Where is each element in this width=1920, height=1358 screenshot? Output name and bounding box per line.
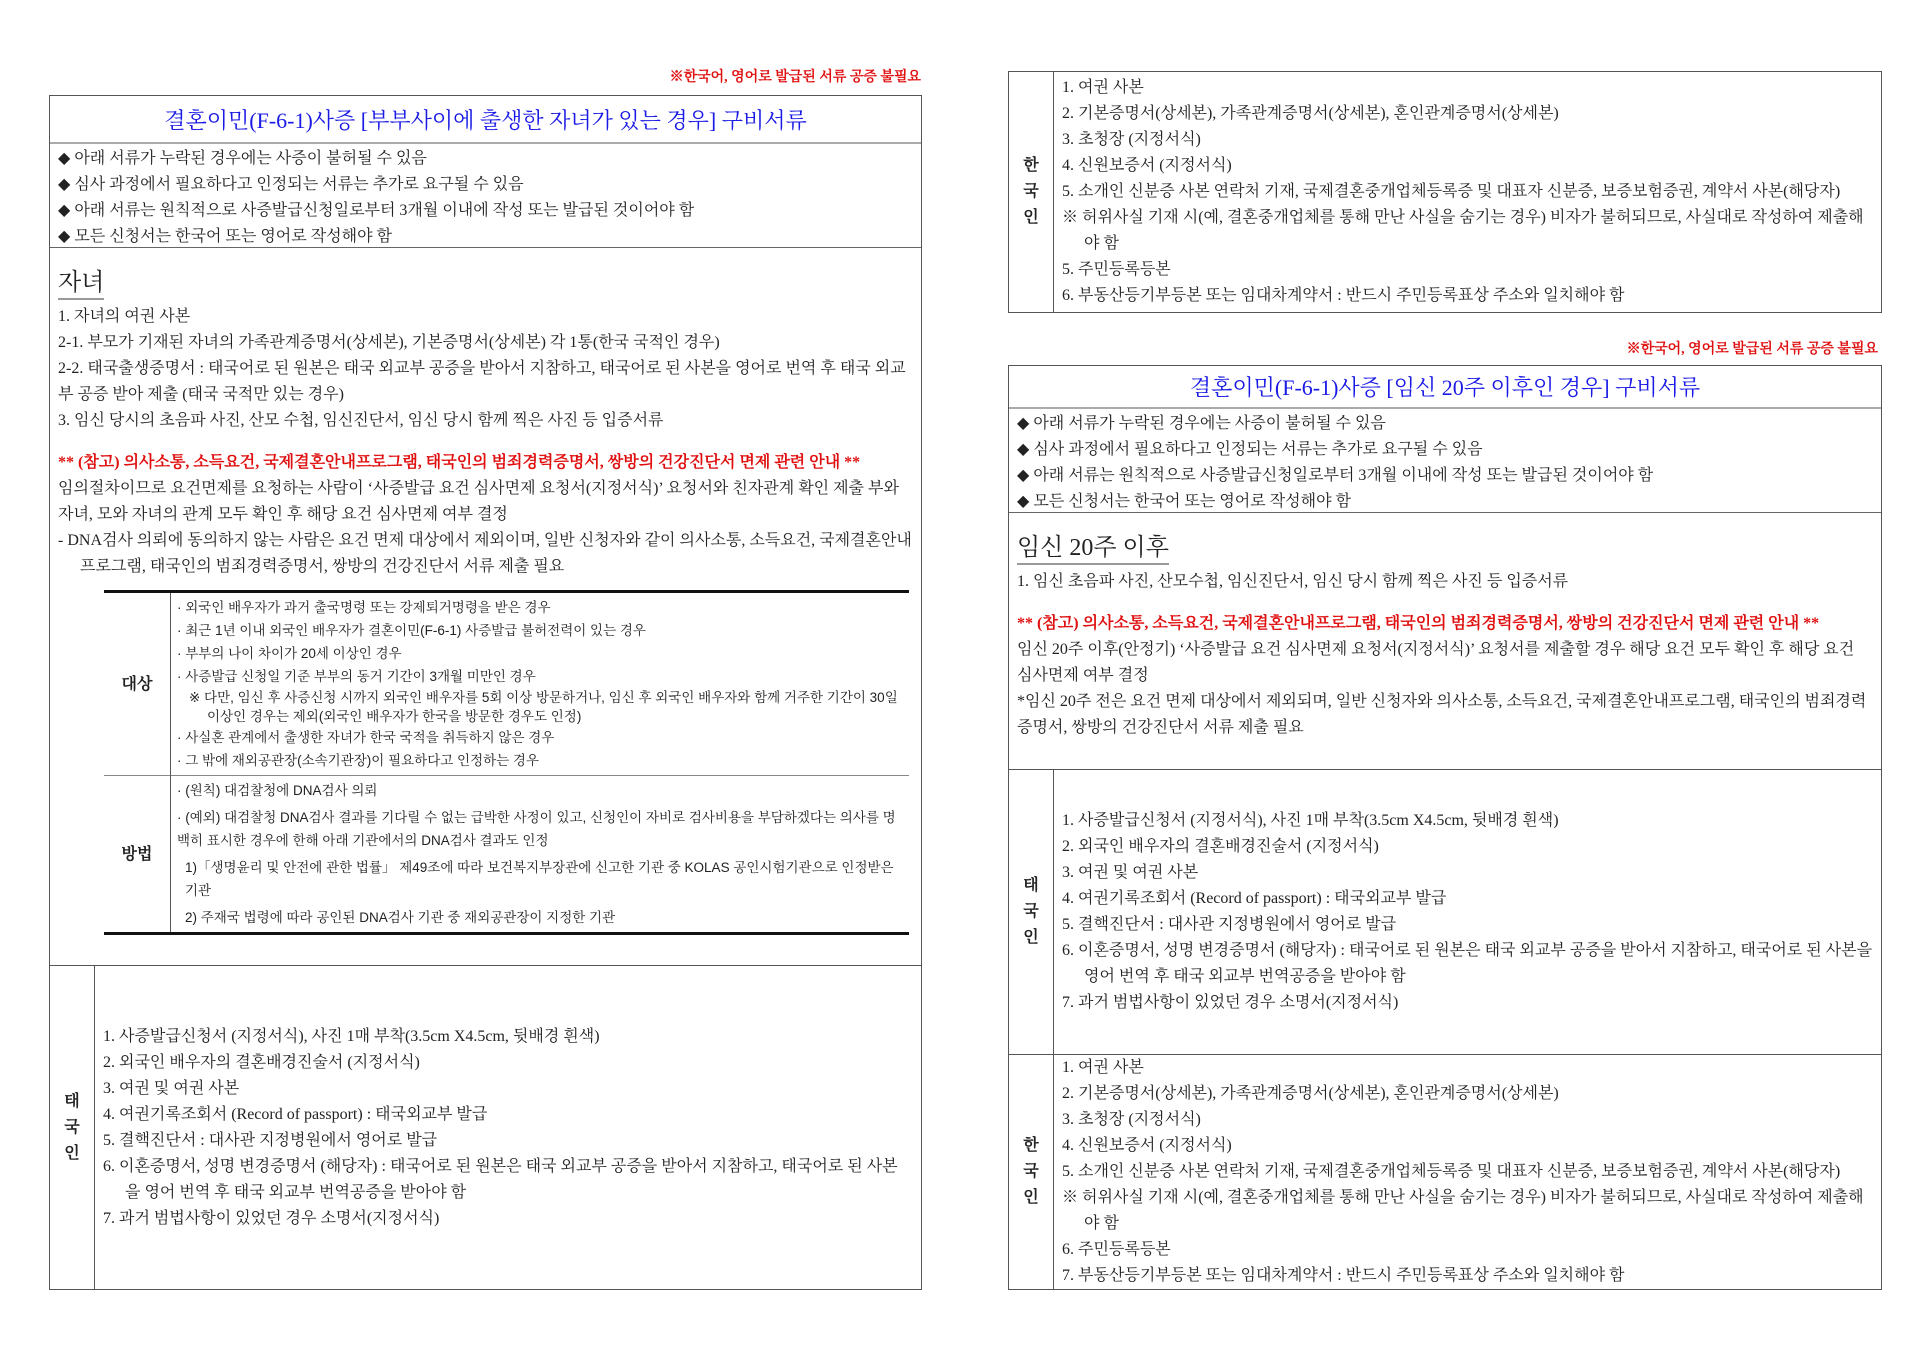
label-char: 국 bbox=[1023, 903, 1039, 920]
thai-requirements-row bbox=[1009, 769, 1881, 1054]
list-item: ※ 허위사실 기재 시(예, 결혼중개업체를 통해 만난 사실을 숨기는 경우) 비자가 불허되므로, 사실대로 작성하여 제출해야 함 bbox=[1062, 1189, 1864, 1232]
korean-label bbox=[1009, 72, 1054, 312]
list-item: 1. 사증발급신청서 (지정서식), 사진 1매 부착(3.5cm X4.5cm, 뒷배경 흰색) bbox=[103, 1028, 600, 1045]
list-item: 5. 소개인 신분증 사본 연락처 기재, 국제결혼중개업체등록증 및 대표자 신분증, 보증보험증권, 계약서 사본(해당자) bbox=[1062, 183, 1841, 200]
notarization-notice: ※한국어, 영어로 발급된 서류 공증 불필요 bbox=[1626, 342, 1878, 357]
bullet: ◆ 모든 신청서는 한국어 또는 영어로 작성해야 함 bbox=[1017, 489, 1873, 515]
label-char: 한 bbox=[1023, 157, 1039, 174]
target-label: 대상 bbox=[104, 593, 171, 776]
list-item: 2-1. 부모가 기재된 자녀의 가족관계증명서(상세본), 기본증명서(상세본) 각 1통(한국 국적인 경우) bbox=[58, 334, 720, 351]
korean-requirements-row bbox=[1009, 1054, 1881, 1289]
label-char: 태 bbox=[1023, 877, 1039, 894]
list-item: 4. 여권기록조회서 (Record of passport) : 태국외교부 발급 bbox=[1062, 890, 1447, 907]
bullet: ◆ 심사 과정에서 필요하다고 인정되는 서류는 추가로 요구될 수 있음 bbox=[1017, 437, 1873, 463]
list-item: 3. 여권 및 여권 사본 bbox=[1062, 864, 1199, 881]
document-title: 결혼이민(F-6-1)사증 [임신 20주 이후인 경우] 구비서류 bbox=[1009, 366, 1881, 409]
right-document bbox=[1008, 365, 1882, 1290]
method-label: 방법 bbox=[104, 776, 171, 933]
list-item: 5. 결핵진단서 : 대사관 지정병원에서 영어로 발급 bbox=[1062, 916, 1397, 933]
exemption-note: *임신 20주 전은 요건 면제 대상에서 제외되며, 일반 신청자와 의사소통, 소득요건, 국제결혼안내프로그램, 태국인의 범죄경력증명서, 쌍방의 건강진단서 서류 제출 필요 bbox=[1017, 693, 1867, 736]
label-char: 국 bbox=[64, 1119, 80, 1136]
thai-label bbox=[1009, 770, 1054, 1054]
method-sub: 2) 주재국 법령에 따라 공인된 DNA검사 기관 중 재외공관장이 지정한 기관 bbox=[185, 910, 616, 925]
list-item: 3. 여권 및 여권 사본 bbox=[103, 1080, 240, 1097]
label-char: 국 bbox=[1023, 1163, 1039, 1180]
list-item: 6. 주민등록등본 bbox=[1062, 1241, 1171, 1258]
list-item: 1. 여권 사본 bbox=[1062, 79, 1144, 96]
section-title: 자녀 bbox=[58, 268, 104, 300]
thai-label bbox=[50, 966, 95, 1290]
target-item: · 사증발급 신청일 기준 부부의 동거 기간이 3개월 미만인 경우 bbox=[177, 665, 903, 688]
label-char: 국 bbox=[1023, 183, 1039, 200]
target-item: · 사실혼 관계에서 출생한 자녀가 한국 국적을 취득하지 않은 경우 bbox=[177, 726, 903, 749]
target-item: · 그 밖에 재외공관장(소속기관장)이 필요하다고 인정하는 경우 bbox=[177, 749, 903, 772]
list-item: 1. 자녀의 여권 사본 bbox=[58, 308, 191, 325]
list-item: ※ 허위사실 기재 시(예, 결혼중개업체를 통해 만난 사실을 숨기는 경우) 비자가 불허되므로, 사실대로 작성하여 제출해야 함 bbox=[1062, 209, 1864, 252]
child-section bbox=[50, 248, 921, 965]
list-item: 7. 과거 범법사항이 있었던 경우 소명서(지정서식) bbox=[103, 1210, 440, 1227]
method-item: · (예외) 대검찰청 DNA검사 결과를 기다릴 수 없는 급박한 사정이 있고, 신청인이 자비로 검사비용을 부담하겠다는 의사를 명백히 표시한 경우에 한해 아래 기관에서의 DNA검사 결과도 인정 bbox=[177, 806, 903, 852]
section-title: 임신 20주 이후 bbox=[1017, 533, 1169, 565]
label-char: 태 bbox=[64, 1093, 80, 1110]
list-item: 3. 초청장 (지정서식) bbox=[1062, 1111, 1201, 1128]
bullet: ◆ 아래 서류는 원칙적으로 사증발급신청일로부터 3개월 이내에 작성 또는 발급된 것이어야 함 bbox=[1017, 463, 1873, 489]
target-item: · 부부의 나이 차이가 20세 이상인 경우 bbox=[177, 642, 903, 665]
list-item: 4. 신원보증서 (지정서식) bbox=[1062, 1137, 1232, 1154]
method-item: · (원칙) 대검찰청에 DNA검사 의뢰 bbox=[177, 779, 903, 802]
list-item: 2-2. 태국출생증명서 : 태국어로 된 원본은 태국 외교부 공증을 받아서 지참하고, 태국어로 된 사본을 영어로 번역 후 태국 외교부 공증 받아 제출 (태국 국적만 있는 경우) bbox=[58, 360, 906, 403]
dna-table bbox=[104, 590, 909, 935]
thai-items bbox=[1054, 770, 1881, 1054]
notarization-notice: ※한국어, 영어로 발급된 서류 공증 불필요 bbox=[669, 70, 921, 85]
list-item: 2. 기본증명서(상세본), 가족관계증명서(상세본), 혼인관계증명서(상세본) bbox=[1062, 105, 1559, 122]
label-char: 인 bbox=[1023, 209, 1039, 226]
list-item: 4. 여권기록조회서 (Record of passport) : 태국외교부 발급 bbox=[103, 1106, 488, 1123]
list-item: 2. 외국인 배우자의 결혼배경진술서 (지정서식) bbox=[103, 1054, 420, 1071]
thai-requirements-row bbox=[50, 965, 921, 1290]
list-item: 1. 사증발급신청서 (지정서식), 사진 1매 부착(3.5cm X4.5cm, 뒷배경 흰색) bbox=[1062, 812, 1559, 829]
notice-bullets bbox=[1009, 409, 1881, 513]
list-item: 5. 결핵진단서 : 대사관 지정병원에서 영어로 발급 bbox=[103, 1132, 438, 1149]
label-char: 한 bbox=[1023, 1137, 1039, 1154]
korean-label bbox=[1009, 1055, 1054, 1289]
bullet: ◆ 아래 서류가 누락된 경우에는 사증이 불허될 수 있음 bbox=[58, 146, 913, 172]
list-item: 5. 주민등록등본 bbox=[1062, 261, 1171, 278]
pregnancy-section bbox=[1009, 513, 1881, 769]
thai-items bbox=[95, 966, 921, 1290]
korean-items bbox=[1054, 72, 1881, 312]
exemption-heading: ** (참고) 의사소통, 소득요건, 국제결혼안내프로그램, 태국인의 범죄경력증명서, 쌍방의 건강진단서 면제 관련 안내 ** bbox=[58, 454, 861, 471]
list-item: 6. 이혼증명서, 성명 변경증명서 (해당자) : 태국어로 된 원본은 태국 외교부 공증을 받아서 지참하고, 태국어로 된 사본을 영어 번역 후 태국 외교부 번역공증을 받아야 함 bbox=[103, 1158, 898, 1201]
label-char: 인 bbox=[64, 1145, 80, 1162]
list-item: 2. 외국인 배우자의 결혼배경진술서 (지정서식) bbox=[1062, 838, 1379, 855]
label-char: 인 bbox=[1023, 1189, 1039, 1206]
list-item: 2. 기본증명서(상세본), 가족관계증명서(상세본), 혼인관계증명서(상세본) bbox=[1062, 1085, 1559, 1102]
list-item: 5. 소개인 신분증 사본 연락처 기재, 국제결혼중개업체등록증 및 대표자 신분증, 보증보험증권, 계약서 사본(해당자) bbox=[1062, 1163, 1841, 1180]
list-item: 4. 신원보증서 (지정서식) bbox=[1062, 157, 1232, 174]
notice-bullets bbox=[50, 144, 921, 248]
bullet: ◆ 아래 서류가 누락된 경우에는 사증이 불허될 수 있음 bbox=[1017, 411, 1873, 437]
bullet: ◆ 모든 신청서는 한국어 또는 영어로 작성해야 함 bbox=[58, 224, 913, 250]
list-item: 3. 임신 당시의 초음파 사진, 산모 수첩, 임신진단서, 임신 당시 함께 찍은 사진 등 입증서류 bbox=[58, 412, 664, 429]
list-item: 3. 초청장 (지정서식) bbox=[1062, 131, 1201, 148]
exemption-paragraph: 임신 20주 이후(안정기) ‘사증발급 요건 심사면제 요청서(지정서식)’ 요청서를 제출할 경우 해당 요건 모두 확인 후 해당 요건 심사면제 여부 결정 bbox=[1017, 641, 1855, 684]
document-title: 결혼이민(F-6-1)사증 [부부사이에 출생한 자녀가 있는 경우] 구비서류 bbox=[50, 96, 921, 144]
exemption-paragraph: 임의절차이므로 요건면제를 요청하는 사람이 ‘사증발급 요건 심사면제 요청서(지정서식)’ 요청서와 친자관계 확인 제출 부와 자녀, 모와 자녀의 관계 모두 확인 후 해당 요건 심사면제 여부 결정 bbox=[58, 480, 899, 523]
target-item: · 외국인 배우자가 과거 출국명령 또는 강제퇴거명령을 받은 경우 bbox=[177, 596, 903, 619]
left-document bbox=[49, 95, 922, 1290]
bullet: ◆ 아래 서류는 원칙적으로 사증발급신청일로부터 3개월 이내에 작성 또는 발급된 것이어야 함 bbox=[58, 198, 913, 224]
label-char: 인 bbox=[1023, 929, 1039, 946]
dna-note: - DNA검사 의뢰에 동의하지 않는 사람은 요건 면제 대상에서 제외이며, 일반 신청자와 같이 의사소통, 소득요건, 국제결혼안내프로그램, 태국인의 범죄경력증명서, 쌍방의 건강진단서 서류 제출 필요 bbox=[58, 532, 912, 575]
list-item: 7. 부동산등기부등본 또는 임대차계약서 : 반드시 주민등록표상 주소와 일치해야 함 bbox=[1062, 1267, 1625, 1284]
korean-requirements-top bbox=[1008, 71, 1882, 313]
target-item: · 최근 1년 이내 외국인 배우자가 결혼이민(F-6-1) 사증발급 불허전력이 있는 경우 bbox=[177, 619, 903, 642]
list-item: 1. 임신 초음파 사진, 산모수첩, 임신진단서, 임신 당시 함께 찍은 사진 등 입증서류 bbox=[1017, 573, 1569, 590]
list-item: 7. 과거 범법사항이 있었던 경우 소명서(지정서식) bbox=[1062, 994, 1399, 1011]
bullet: ◆ 심사 과정에서 필요하다고 인정되는 서류는 추가로 요구될 수 있음 bbox=[58, 172, 913, 198]
exemption-heading: ** (참고) 의사소통, 소득요건, 국제결혼안내프로그램, 태국인의 범죄경력증명서, 쌍방의 건강진단서 면제 관련 안내 ** bbox=[1017, 615, 1820, 632]
method-sub: 1)「생명윤리 및 안전에 관한 법률」 제49조에 따라 보건복지부장관에 신고한 기관 중 KOLAS 공인시험기관으로 인정받은 기관 bbox=[185, 860, 894, 898]
list-item: 6. 부동산등기부등본 또는 임대차계약서 : 반드시 주민등록표상 주소와 일치해야 함 bbox=[1062, 287, 1625, 304]
target-exception: ※ 다만, 임신 후 사증신청 시까지 외국인 배우자를 5회 이상 방문하거나, 임신 후 외국인 배우자와 함께 거주한 기간이 30일 이상인 경우는 제외(외국인 배우자가 한국을 방문한 경우도 인정) bbox=[189, 690, 898, 724]
korean-items bbox=[1054, 1055, 1881, 1289]
list-item: 6. 이혼증명서, 성명 변경증명서 (해당자) : 태국어로 된 원본은 태국 외교부 공증을 받아서 지참하고, 태국어로 된 사본을 영어 번역 후 태국 외교부 번역공증을 받아야 함 bbox=[1062, 942, 1873, 985]
list-item: 1. 여권 사본 bbox=[1062, 1059, 1144, 1076]
